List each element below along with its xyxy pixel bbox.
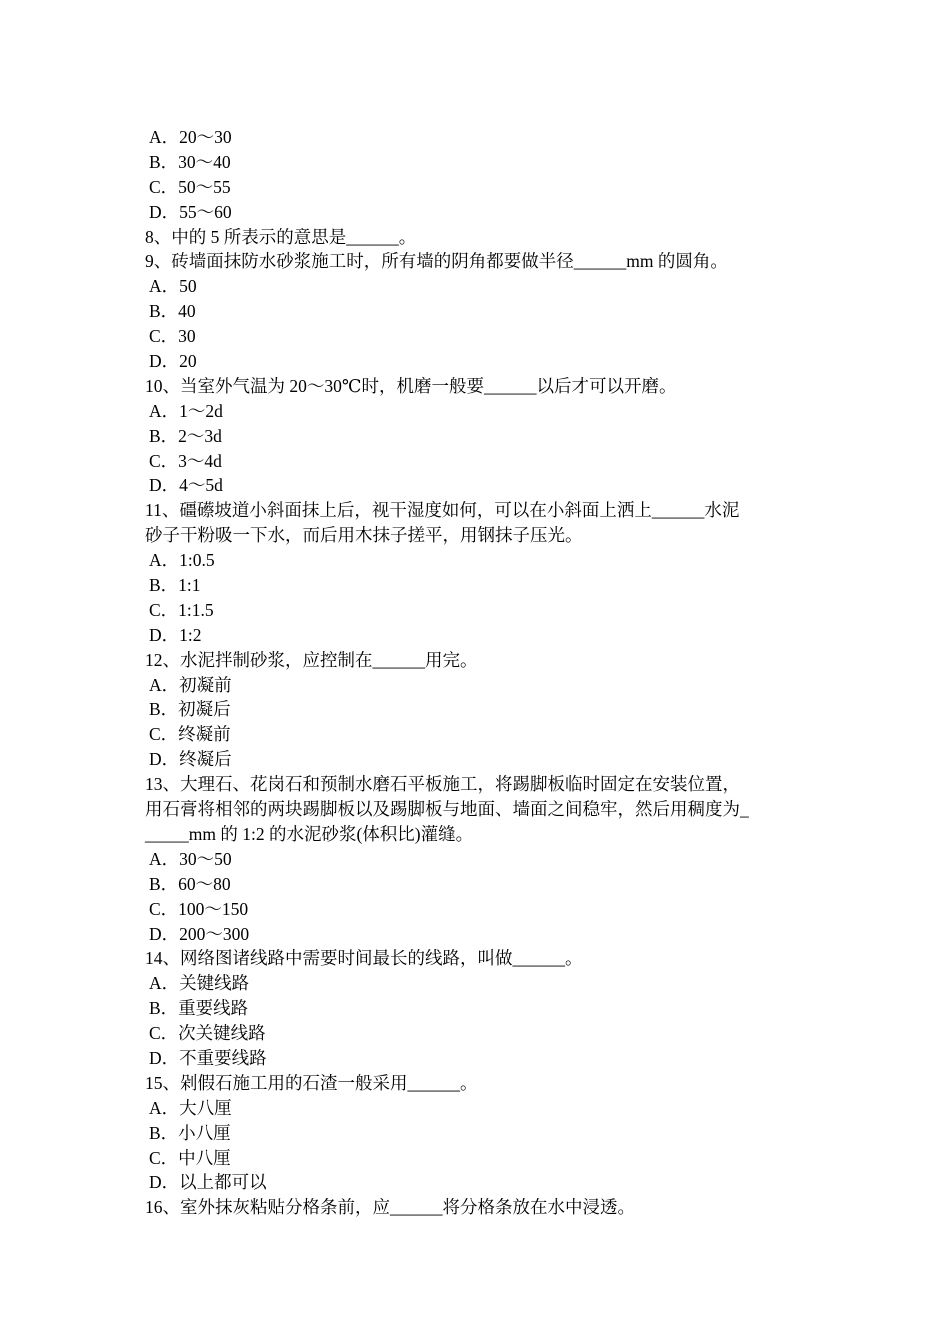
answer-option: D．不重要线路 [149, 1047, 267, 1068]
answer-option: B．1:1 [149, 575, 201, 596]
answer-option: D．以上都可以 [149, 1172, 267, 1193]
answer-option: A．20～30 [149, 127, 232, 147]
answer-option: D．20 [149, 351, 197, 372]
answer-option: C．100～150 [149, 898, 249, 919]
answer-option: C．3～4d [149, 450, 222, 471]
question-text: 11、礓礤坡道小斜面抹上后，视干湿度如何，可以在小斜面上洒上______水泥 [145, 500, 740, 521]
question-text-continued: 砂子干粉吸一下水，而后用木抹子搓平，用钢抹子压光。 [145, 525, 583, 546]
question-text: 9、砖墙面抹防水砂浆施工时，所有墙的阴角都要做半径______mm 的圆角。 [145, 251, 728, 272]
answer-option: C．次关键线路 [149, 1023, 266, 1044]
question-text: 14、网络图诸线路中需要时间最长的线路，叫做______。 [145, 948, 583, 969]
document-page [145, 125, 815, 1220]
answer-option: B．2～3d [149, 425, 222, 446]
answer-option: B．初凝后 [149, 699, 231, 720]
answer-option: D．200～300 [149, 923, 250, 944]
answer-option: A．30～50 [149, 848, 232, 869]
answer-option: B．40 [149, 301, 196, 322]
answer-option: A．关键线路 [149, 973, 250, 994]
question-text: 10、当室外气温为 20～30℃时，机磨一般要______以后才可以开磨。 [145, 375, 677, 396]
question-text: 16、室外抹灰粘贴分格条前，应______将分格条放在水中浸透。 [145, 1197, 635, 1218]
answer-option: D．1:2 [149, 624, 202, 645]
answer-option: D．55～60 [149, 201, 232, 222]
answer-option: A．大八厘 [149, 1097, 232, 1118]
answer-option: B．重要线路 [149, 998, 249, 1019]
answer-option: C．终凝前 [149, 724, 231, 745]
answer-option: B．小八厘 [149, 1122, 231, 1143]
question-text: 12、水泥拌制砂浆，应控制在______用完。 [145, 649, 478, 670]
question-text: 13、大理石、花岗石和预制水磨石平板施工，将踢脚板临时固定在安装位置， [145, 774, 740, 795]
answer-option: D．4～5d [149, 475, 223, 496]
answer-option: C．50～55 [149, 176, 231, 197]
answer-option: D．终凝后 [149, 749, 232, 770]
answer-option: A．1:0.5 [149, 550, 215, 571]
answer-option: A．初凝前 [149, 674, 232, 695]
answer-option: C．1:1.5 [149, 599, 214, 620]
answer-option: A．1～2d [149, 400, 223, 421]
answer-option: A．50 [149, 276, 197, 297]
answer-option: C．中八厘 [149, 1147, 231, 1168]
answer-option: C．30 [149, 326, 196, 347]
question-text: 8、中的 5 所表示的意思是______。 [145, 226, 417, 247]
question-text-continued: 用石膏将相邻的两块踢脚板以及踢脚板与地面、墙面之间稳牢，然后用稠度为_ [145, 799, 749, 820]
question-text-continued: _____mm 的 1:2 的水泥砂浆(体积比)灌缝。 [145, 823, 474, 844]
answer-option: B．30～40 [149, 151, 231, 172]
question-text: 15、剁假石施工用的石渣一般采用______。 [145, 1072, 478, 1093]
answer-option: B．60～80 [149, 873, 231, 894]
